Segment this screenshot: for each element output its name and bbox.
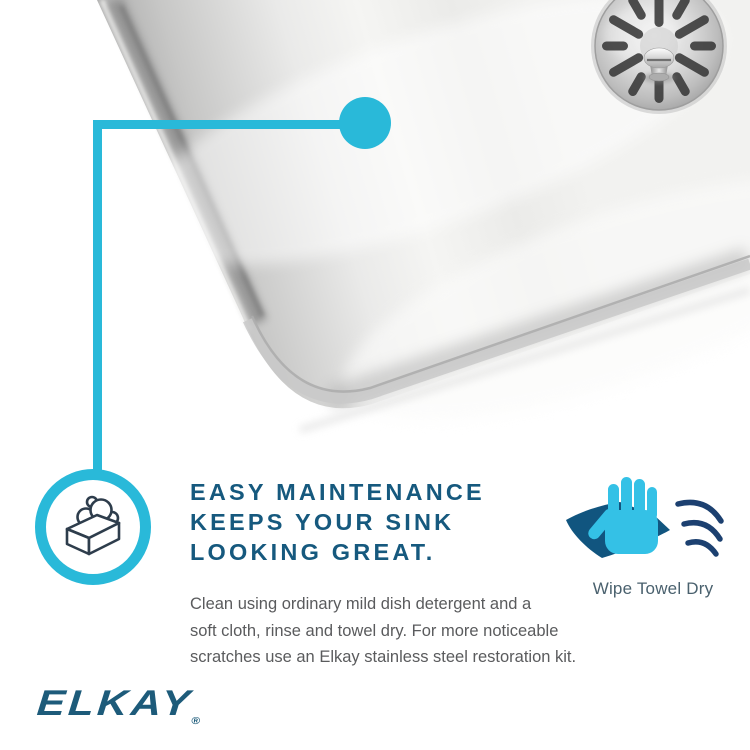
callout-dot-icon xyxy=(339,97,391,149)
soap-badge xyxy=(35,469,151,585)
body-line: scratches use an Elkay stainless steel restoration kit. xyxy=(190,648,577,666)
wipe-towel-dry-badge xyxy=(558,468,748,603)
maintenance-body xyxy=(190,591,576,671)
callout-line-horizontal xyxy=(93,120,355,129)
motion-lines-icon xyxy=(678,502,721,554)
drain-strainer-icon xyxy=(593,0,725,112)
heading-line: EASY MAINTENANCE xyxy=(190,479,485,505)
body-line: Clean using ordinary mild dish detergent and a xyxy=(190,595,532,613)
soap-sponge-icon xyxy=(56,490,130,564)
body-line: soft cloth, rinse and towel dry. For more noticeable xyxy=(190,621,559,640)
towel-hand-icon xyxy=(558,468,748,568)
registered-mark-icon: ® xyxy=(190,715,201,727)
callout-line-vertical xyxy=(93,120,102,476)
heading-line: LOOKING GREAT. xyxy=(190,539,436,565)
brand-logo-text: ELKAY xyxy=(35,683,195,724)
brand-logo xyxy=(35,683,203,727)
wipe-towel-dry-label: Wipe Towel Dry xyxy=(592,579,714,598)
maintenance-heading xyxy=(190,477,485,567)
heading-line: KEEPS YOUR SINK xyxy=(190,509,455,535)
